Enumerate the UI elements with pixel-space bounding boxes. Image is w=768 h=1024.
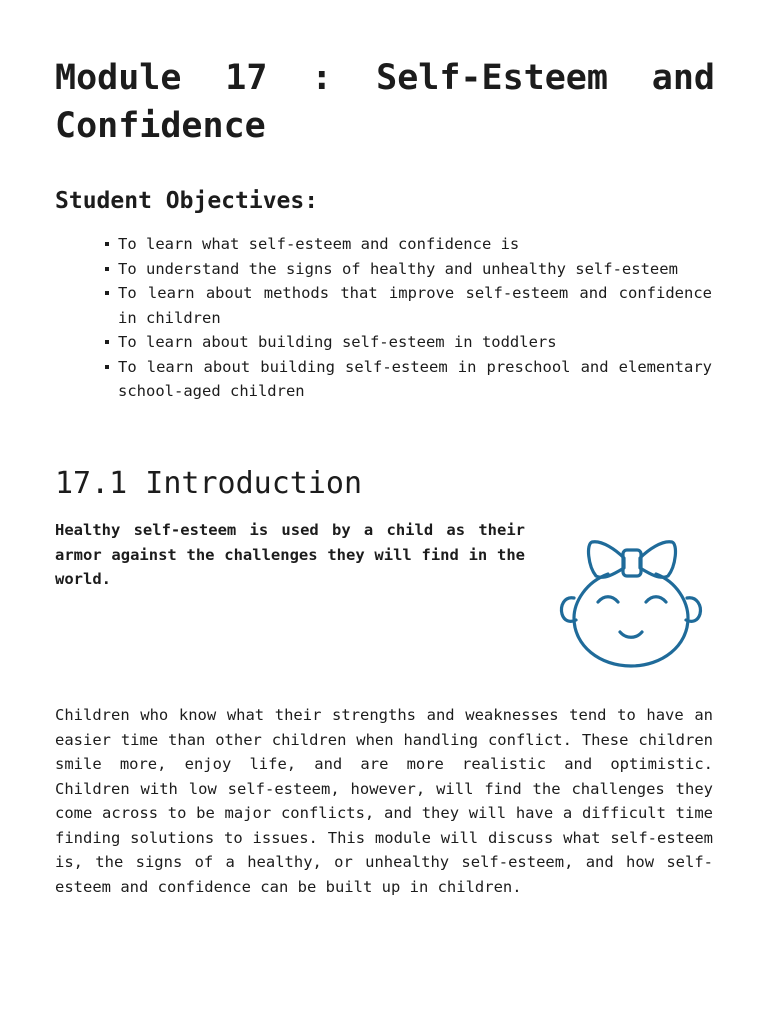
baby-face-with-bow-icon [556,536,706,670]
introduction-body-paragraph: Children who know what their strengths and weaknesses tend to have an easier time than other children when handling conflict. These children smile more, enjoy life, and are more realistic and optimistic. Children with low self-esteem, however, will find the challenges they come across to be major conflicts, and they will have a difficult time finding solutions to issues. This module will discuss what self-esteem is, the signs of a healthy, or unhealthy self-esteem, and how self-esteem and confidence can be built up in children. [55,706,713,896]
objective-item: To learn about building self-esteem in preschool and elementary school-aged children [118,355,712,404]
objective-item: To understand the signs of healthy and unhealthy self-esteem [118,257,712,282]
module-title: Module 17 : Self-Esteem and Confidence [55,58,715,146]
objective-item: To learn about building self-esteem in toddlers [118,330,712,355]
objective-item: To learn about methods that improve self-esteem and confidence in children [118,281,712,330]
objectives-list [118,232,712,404]
objectives-heading: Student Objectives: [55,188,319,214]
intro-lead-paragraph: Healthy self-esteem is used by a child as their armor against the challenges they will find in the world. [55,521,525,588]
section-heading-introduction: 17.1 Introduction [55,466,363,501]
objective-item: To learn what self-esteem and confidence is [118,232,712,257]
